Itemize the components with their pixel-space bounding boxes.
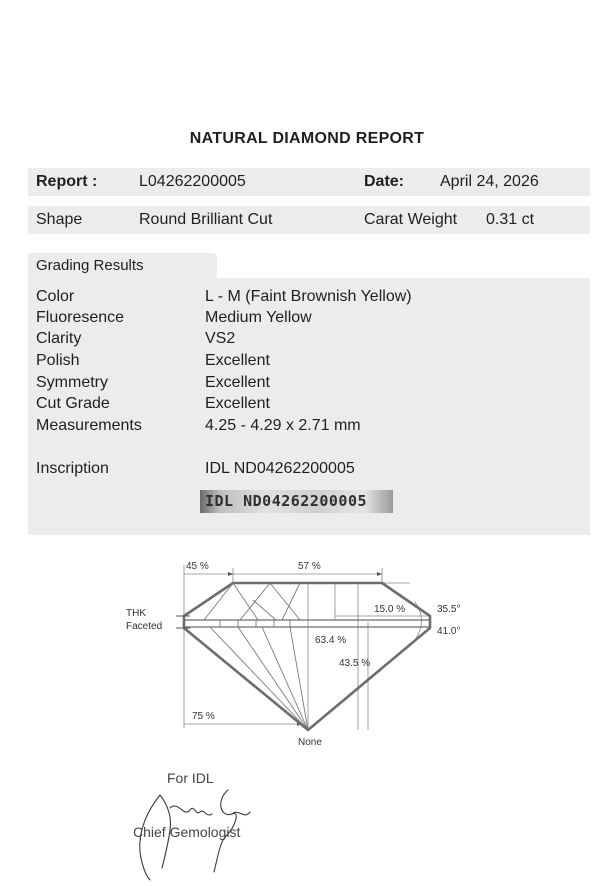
pavilion-angle-deg-label: 41.0° [437,626,461,637]
total-depth-label: 63.4 % [315,635,347,646]
inscription-label: Inscription [36,460,109,477]
facet-line [204,583,233,620]
report-title: NATURAL DIAMOND REPORT [189,130,425,147]
arrow-head [377,572,382,576]
report-number: L04262200005 [139,173,246,190]
facet-line [210,627,308,730]
for-idl-label: For IDL [167,770,214,786]
facet-line [262,627,308,730]
pavilion-depth-label: 43.5 % [339,658,371,669]
girdle-finish-label: Faceted [126,621,163,632]
report-date: April 24, 2026 [440,173,539,190]
shape-value: Round Brilliant Cut [139,211,273,228]
crown-angle-deg-label: 35.5° [437,604,461,615]
arrow-head [228,572,233,576]
table-pct-label: 57 % [298,561,321,572]
shape-label: Shape [36,211,83,228]
grading-results-label: Grading Results [36,257,144,274]
grading-value: 4.25 - 4.29 x 2.71 mm [205,417,361,434]
crown-height-label: 15.0 % [374,604,406,615]
signature-stroke [170,806,212,815]
facet-line [238,627,308,730]
grading-label: Fluoresence [36,309,125,326]
carat-value: 0.31 ct [486,211,535,228]
grading-label: Clarity [36,330,82,347]
inscription-image-text: IDL ND04262200005 [205,492,368,510]
grading-label: Color [36,288,75,305]
culet-label: None [298,737,322,748]
grading-label: Polish [36,352,80,369]
report-label: Report : [36,173,98,190]
lower-half-label: 75 % [192,711,215,722]
girdle-thickness-label: THK [126,608,146,619]
grading-label: Measurements [36,417,142,434]
grading-value: L - M (Faint Brownish Yellow) [205,288,412,305]
date-label: Date: [364,173,405,190]
chief-gemologist-label: Chief Gemologist [133,824,241,840]
grading-value: Excellent [205,352,270,369]
crown-angle-pct-label: 45 % [186,561,209,572]
grading-value: VS2 [205,330,236,347]
grading-label: Symmetry [36,374,108,391]
grading-value: Medium Yellow [205,309,312,326]
carat-label: Carat Weight [364,211,458,228]
inscription-value: IDL ND04262200005 [205,460,355,477]
grading-label: Cut Grade [36,395,110,412]
grading-value: Excellent [205,395,270,412]
grading-value: Excellent [205,374,270,391]
